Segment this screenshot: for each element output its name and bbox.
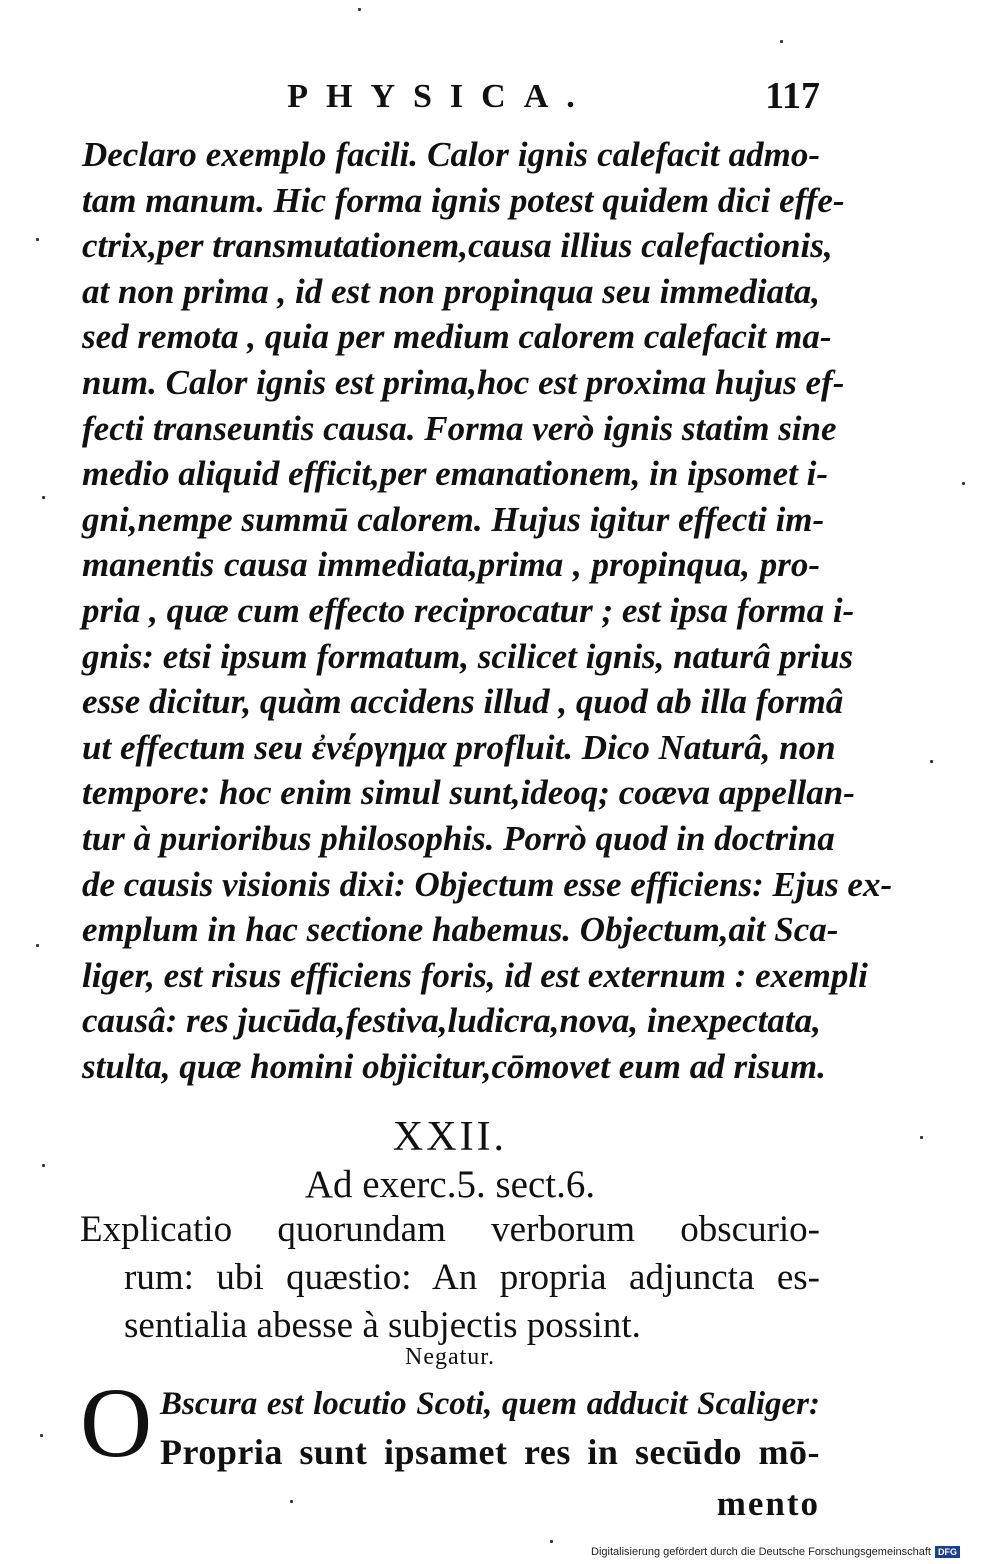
summary-line: Explicatio quorundam verborum obscurio- <box>80 1209 820 1250</box>
text-line: sed remota , quia per medium calorem calefacit ma- <box>82 317 832 357</box>
text-line: gnis: etsi ipsum formatum, scilicet ignis, naturâ prius <box>82 636 854 676</box>
catchword: mento <box>716 1484 820 1523</box>
text-line: num. Calor ignis est prima,hoc est proxima hujus ef- <box>82 362 845 402</box>
text-line: Bscura est locutio Scoti, quem adducit Scaliger: <box>160 1386 820 1422</box>
digitization-credit <box>591 1546 960 1558</box>
text-line: medio aliquid efficit,per emanationem, in ipsomet i- <box>82 454 828 494</box>
text-line: tur à purioribus philosophis. Porrò quod in doctrina <box>82 818 835 858</box>
section-reference: Ad exerc.5. sect.6. <box>304 1163 596 1206</box>
speck <box>930 760 933 763</box>
text-line: ut effectum seu ἐνέργημα profluit. Dico Naturâ, non <box>82 727 836 767</box>
running-title: PHYSICA. <box>287 78 593 115</box>
text-line: de causis visionis dixi: Objectum esse efficiens: Ejus ex- <box>82 864 893 904</box>
speck <box>290 1500 293 1503</box>
speck <box>42 496 45 499</box>
speck <box>962 482 965 485</box>
text-line: causâ: res jucūda,festiva,ludicra,nova, inexpectata, <box>82 1001 821 1041</box>
speck <box>40 1434 43 1437</box>
text-line: stulta, quæ homini objicitur,cōmovet eum ad risum. <box>82 1046 826 1086</box>
opening-paragraph <box>160 1380 820 1476</box>
text-line: emplum in hac sectione habemus. Objectum,ait Sca- <box>82 910 839 950</box>
running-head <box>80 72 820 132</box>
text-line: tam manum. Hic forma ignis potest quidem dici effe- <box>82 180 845 220</box>
page-number: 117 <box>765 75 820 117</box>
text-line: manentis causa immediata,prima , propinqua, pro- <box>82 545 820 585</box>
text-line: tempore: hoc enim simul sunt,ideoq; coæva appellan- <box>82 773 855 813</box>
drop-cap: O <box>80 1367 153 1478</box>
speck <box>36 238 39 241</box>
text-line: liger, est risus efficiens foris, id est externum : exempli <box>82 955 868 995</box>
body-paragraph <box>82 132 893 1089</box>
text-line: ctrix,per transmutationem,causa illius calefactionis, <box>82 226 833 266</box>
section-number: XXII. <box>392 1114 508 1160</box>
speck <box>358 8 361 11</box>
speck <box>36 944 39 947</box>
text-line: pria , quæ cum effecto reciprocatur ; est ipsa forma i- <box>82 590 855 630</box>
speck <box>920 1136 923 1139</box>
text-line: at non prima , id est non propinqua seu immediata, <box>82 271 821 311</box>
text-line: esse dicitur, quàm accidens illud , quod ab illa formâ <box>82 682 844 722</box>
text-line: fecti transeuntis causa. Forma verò ignis statim sine <box>82 408 837 448</box>
section-heading <box>80 1114 820 1210</box>
speck <box>550 1540 553 1543</box>
text-line: gni,nempe summū calorem. Hujus igitur effecti im- <box>82 499 825 539</box>
summary-line: sentialia abesse à subjectis possint. <box>124 1305 641 1346</box>
section-summary <box>80 1206 820 1350</box>
speck <box>42 1164 45 1167</box>
dfg-logo-icon: DFG <box>935 1546 960 1558</box>
summary-line: rum: ubi quæstio: An propria adjuncta es- <box>124 1257 820 1298</box>
speck <box>780 40 783 43</box>
text-line: Declaro exemplo facili. Calor ignis calefacit admo- <box>82 135 820 174</box>
verdict-label: Negatur. <box>405 1344 495 1370</box>
credit-text: Digitalisierung gefördert durch die Deutsche Forschungsgemeinschaft <box>591 1546 931 1558</box>
text-line: Propria sunt ipsamet res in secūdo mō- <box>160 1432 820 1472</box>
